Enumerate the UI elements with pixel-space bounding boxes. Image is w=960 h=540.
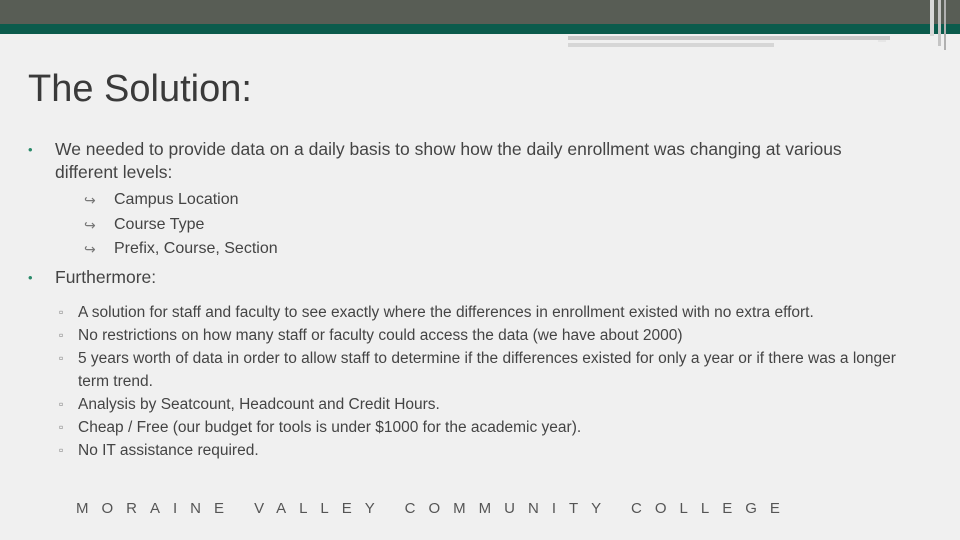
- decorative-line: [568, 36, 890, 40]
- sub-bullet-text: Cheap / Free (our budget for tools is under $1000 for the academic year).: [78, 418, 582, 436]
- slide-body: [28, 138, 908, 462]
- sub-bullet-item: [28, 324, 908, 347]
- sub-bullet-text: Course Type: [114, 215, 205, 233]
- slide-title: The Solution:: [28, 68, 252, 110]
- sub-bullet-item: [28, 188, 908, 213]
- bullet-text: Furthermore:: [55, 266, 157, 287]
- square-bullet-icon: ▫: [59, 327, 64, 342]
- square-bullet-icon: ▫: [59, 396, 64, 411]
- round-bullet-icon: •: [28, 269, 33, 285]
- sub-bullet-text: No restrictions on how many staff or faculty could access the data (we have about 2000): [78, 326, 683, 344]
- sub-bullet-item: [28, 213, 908, 238]
- square-bullet-icon: ▫: [59, 442, 64, 457]
- accent-bar: [0, 24, 960, 34]
- curved-arrow-icon: ↪: [84, 192, 96, 208]
- sub-bullet-text: Prefix, Course, Section: [114, 240, 278, 257]
- bullet-item: [28, 138, 908, 184]
- square-bullet-icon: ▫: [59, 350, 64, 365]
- square-bullet-icon: ▫: [59, 304, 64, 319]
- square-bullet-icon: ▫: [59, 419, 64, 434]
- decorative-stripe: [930, 0, 934, 36]
- sub-bullet-text: No IT assistance required.: [78, 441, 259, 459]
- header-bar: [0, 0, 960, 24]
- decorative-line: [568, 43, 774, 47]
- sub-bullet-text: Campus Location: [114, 191, 239, 208]
- decorative-line: [878, 40, 886, 42]
- sub-bullet-text: 5 years worth of data in order to allow staff to determine if the differences existed for only a year or if there was a longer term trend.: [78, 349, 896, 390]
- curved-arrow-icon: ↪: [84, 216, 96, 233]
- decorative-stripe: [938, 0, 941, 46]
- sub-bullet-item: [28, 347, 908, 393]
- sub-bullet-item: [28, 393, 908, 416]
- bullet-item: [28, 266, 908, 289]
- sub-bullet-item: [28, 416, 908, 439]
- sub-bullet-item: [28, 439, 908, 462]
- sub-bullet-text: A solution for staff and faculty to see exactly where the differences in enrollment existed with no extra effort.: [78, 303, 814, 321]
- bullet-text: We needed to provide data on a daily basis to show how the daily enrollment was changing at various different levels:: [55, 139, 842, 182]
- sub-bullet-item: [28, 237, 908, 262]
- footer-college-name: MORAINE VALLEY COMMUNITY COLLEGE: [76, 500, 793, 517]
- sub-bullet-text: Analysis by Seatcount, Headcount and Credit Hours.: [78, 395, 440, 413]
- round-bullet-icon: •: [28, 142, 33, 157]
- sub-bullet-item: [28, 301, 908, 324]
- decorative-stripe: [944, 0, 946, 50]
- curved-arrow-icon: ↪: [84, 241, 96, 257]
